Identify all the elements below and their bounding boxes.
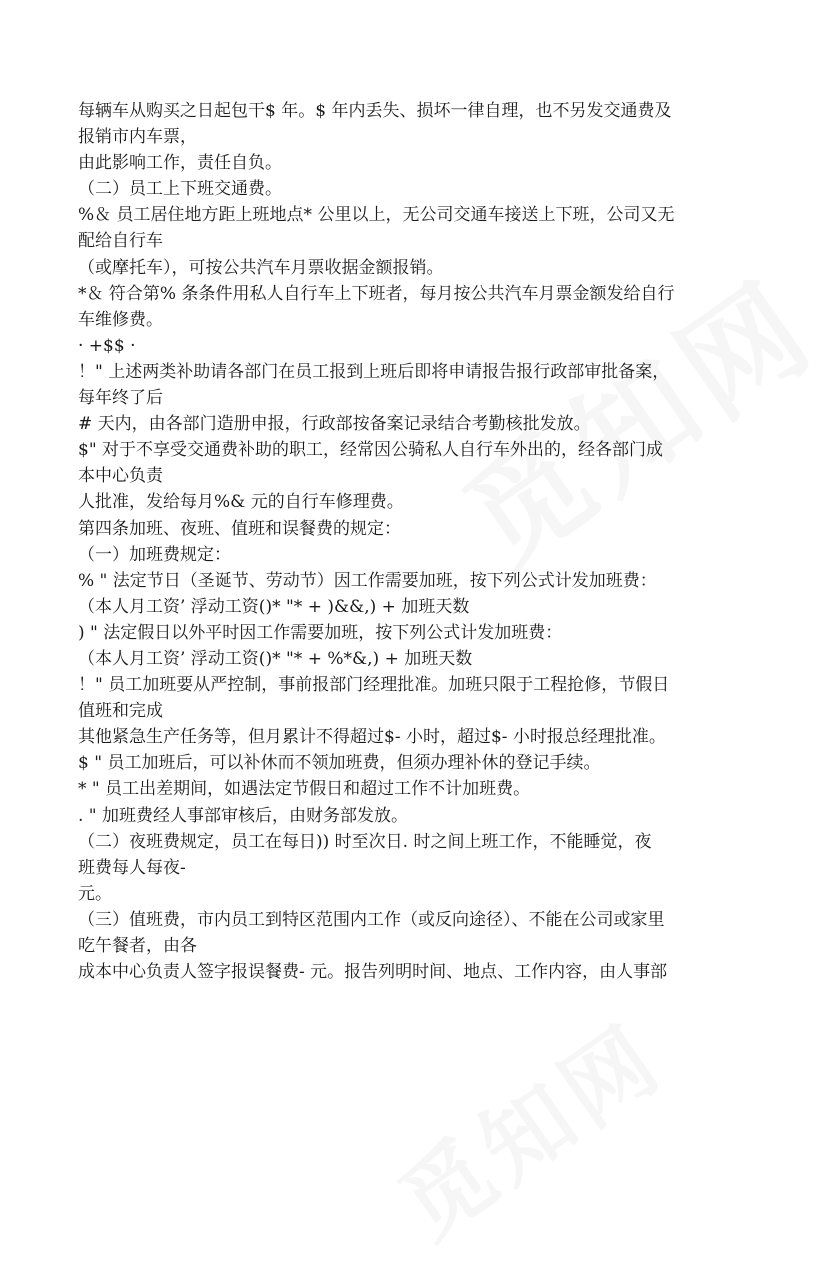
text-line: 本中心负责 [78,466,163,487]
text-line: *＆ 符合第% 条条件用私人自行车上下班者，每月按公共汽车月票金额发给自行 [78,283,675,304]
text-line: % " 法定节日（圣诞节、劳动节）因工作需要加班，按下列公式计发加班费： [78,570,657,591]
watermark-logo [369,987,684,1262]
text-line: %＆ 员工居住地方距上班地点* 公里以上，无公司交通车接送上下班，公司又无 [78,205,675,226]
article-heading: 第四条加班、夜班、值班和误餐费的规定： [78,518,401,539]
text-line: （二）夜班费规定，员工在每日)) 时至次日. 时之间上班工作，不能睡觉，夜 [78,831,652,852]
text-line: 报销市内车票， [78,127,197,148]
document-body [78,98,768,985]
text-line: 值班和完成 [78,701,163,722]
text-line: $" 对于不享受交通费补助的职工，经常因公骑私人自行车外出的，经各部门成 [78,440,664,461]
text-line: ！" 员工加班要从严控制，事前报部门经理批准。加班只限于工程抢修，节假日 [78,675,670,696]
page-number: · +$$ · [78,335,136,356]
text-line: 车维修费。 [78,309,163,330]
text-line: 其他紧急生产任务等，但月累计不得超过$- 小时，超过$- 小时报总经理批准。 [78,727,666,748]
text-line: ！" 上述两类补助请各部门在员工报到上班后即将申请报告报行政部审批备案， [78,361,670,382]
text-line: 吃午餐者，由各 [78,936,197,956]
text-line: 元。 [78,883,112,904]
text-line: 每辆车从购买之日起包干$ 年。$ 年内丢失、损坏一律自理，也不另发交通费及 [78,101,672,121]
formula-line: （本人月工资’ 浮动工资()* "* + %*&,) + 加班天数 [78,648,473,669]
text-line: （三）值班费，市内员工到特区范围内工作（或反向途径）、不能在公司或家里 [78,909,665,930]
section-heading: （一）加班费规定： [78,544,231,565]
text-line: $ " 员工加班后，可以补休而不领加班费，但须办理补休的登记手续。 [78,753,601,774]
section-heading: （二）员工上下班交通费。 [78,179,282,200]
text-line: 由此影响工作，责任自负。 [78,153,282,174]
formula-line: （本人月工资’ 浮动工资()* "* + )&&,) + 加班天数 [78,596,470,617]
text-line: 配给自行车 [78,231,163,252]
text-line: * " 员工出差期间，如遇法定节假日和超过工作不计加班费。 [78,779,531,800]
text-line: 成本中心负责人签字报误餐费- 元。报告列明时间、地点、工作内容，由人事部 [78,962,668,983]
text-line: . " 加班费经人事部审核后，由财务部发放。 [78,805,409,826]
text-line: ) " 法定假日以外平时因工作需要加班，按下列公式计发加班费： [78,622,563,643]
text-line: # 天内，由各部门造册申报，行政部按备案记录结合考勤核批发放。 [78,414,591,435]
text-line: 每年终了后 [78,388,163,409]
text-line: 人批准，发给每月%& 元的自行车修理费。 [78,492,404,513]
text-line: 班费每人每夜- [78,857,186,878]
text-line: （或摩托车），可按公共汽车月票收据金额报销。 [78,257,444,278]
